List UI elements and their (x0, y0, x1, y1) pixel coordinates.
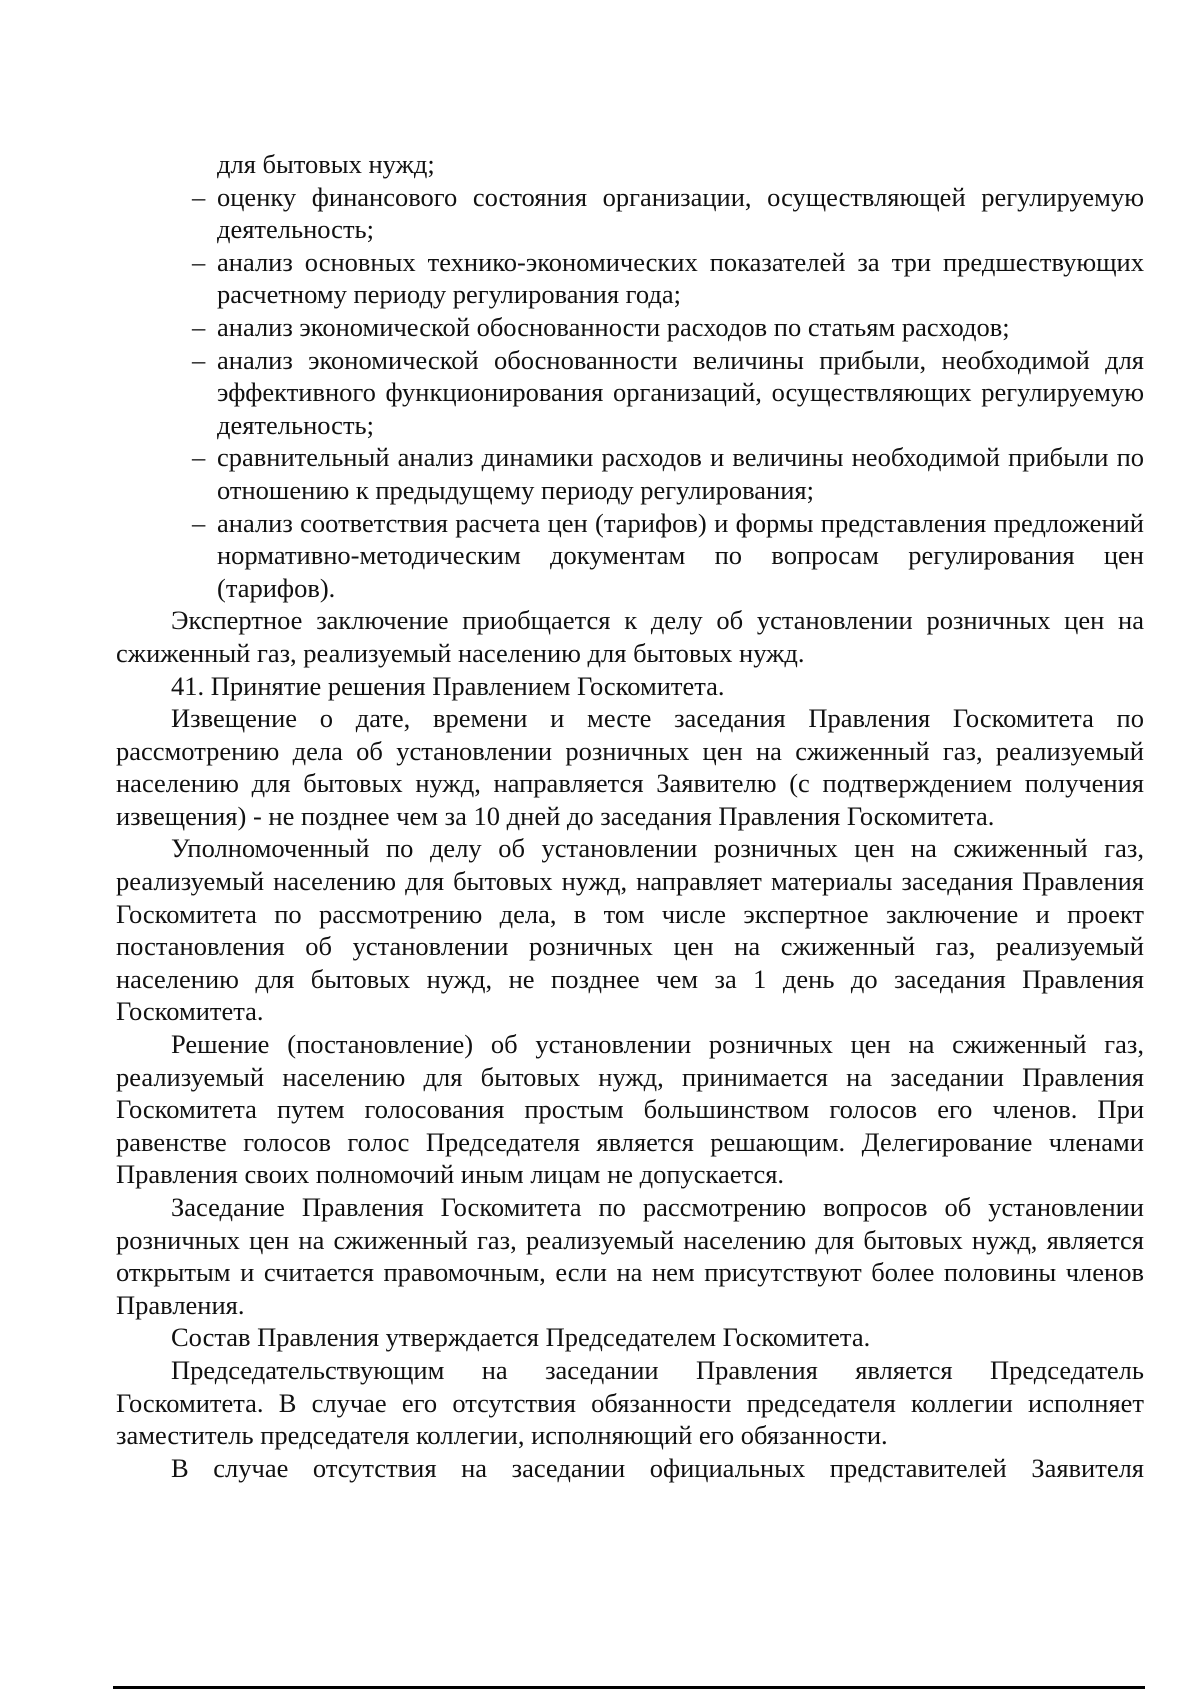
section-heading: 41. Принятие решения Правлением Госкомитета. (171, 670, 725, 701)
list-item (116, 181, 1144, 246)
paragraph: Заседание Правления Госкомитета по рассмотрению вопросов об установлении розничных цен на сжиженный газ, реализуемый населению для бытовых нужд, является открытым и считается правомочным, если на нем присутствуют более половины членов Правления. (116, 1192, 1144, 1320)
list-bullet: – (192, 344, 206, 375)
list-bullet: – (192, 181, 206, 212)
paragraph: Уполномоченный по делу об установлении розничных цен на сжиженный газ, реализуемый населению для бытовых нужд, направляет материалы заседания Правления Госкомитета по рассмотрению дела, в том числе экспертное заключение и проект постановления об установлении розничных цен на сжиженный газ, реализуемый населению для бытовых нужд, не позднее чем за 1 день до заседания Правления Госкомитета. (116, 833, 1144, 1027)
list-bullet: – (192, 311, 206, 342)
list-item (116, 246, 1144, 311)
list-item (116, 441, 1144, 506)
list-item-text: анализ экономической обоснованности расходов по статьям расходов; (217, 311, 1010, 342)
list-item-text: сравнительный анализ динамики расходов и величины необходимой прибыли по отношению к предыдущему периоду регулирования; (217, 442, 1144, 505)
paragraph: Председательствующим на заседании Правления является Председатель Госкомитета. В случае его отсутствия обязанности председателя коллегии исполняет заместитель председателя коллегии, исполняющий его обязанности. (116, 1354, 1144, 1451)
paragraph: Экспертное заключение приобщается к делу об установлении розничных цен на сжиженный газ, реализуемый населению для бытовых нужд. (116, 605, 1144, 668)
paragraph: Решение (постановление) об установлении розничных цен на сжиженный газ, реализуемый населению для бытовых нужд, принимается на заседании Правления Госкомитета путем голосования простым большинством голосов его членов. При равенстве голосов голос Председателя является решающим. Делегирование членами Правления своих полномочий иным лицам не допускается. (116, 1029, 1144, 1190)
paragraph: Состав Правления утверждается Председателем Госкомитета. (171, 1322, 871, 1353)
list-item-text: оценку финансового состояния организации, осуществляющей регулируемую деятельность; (217, 181, 1144, 245)
list-bullet: – (192, 246, 206, 277)
document-page (116, 148, 1144, 1484)
paragraph: Извещение о дате, времени и месте заседания Правления Госкомитета по рассмотрению дела об установлении розничных цен на сжиженный газ, реализуемый населению для бытовых нужд, направляется Заявителю (с подтверждением получения извещения) - не позднее чем за 10 дней до заседания Правления Госкомитета. (116, 703, 1144, 831)
list-item (116, 507, 1144, 605)
list-item (116, 311, 1144, 344)
paragraph: В случае отсутствия на заседании официальных представителей Заявителя (171, 1452, 1144, 1483)
page-bottom-rule (113, 1686, 1145, 1689)
list-item-text: анализ экономической обоснованности величины прибыли, необходимой для эффективного функционирования организаций, осуществляющих регулируемую деятельность; (217, 344, 1144, 440)
continuation-line: для бытовых нужд; (217, 149, 435, 179)
list-item (116, 344, 1144, 442)
list-bullet: – (192, 507, 206, 538)
list-bullet: – (192, 442, 206, 473)
list-item-text: анализ основных технико-экономических показателей за три предшествующих расчетному периоду регулирования года; (217, 246, 1144, 310)
list-item-text: анализ соответствия расчета цен (тарифов) и формы представления предложений нормативно-методическим документам по вопросам регулирования цен (тарифов). (217, 507, 1144, 603)
